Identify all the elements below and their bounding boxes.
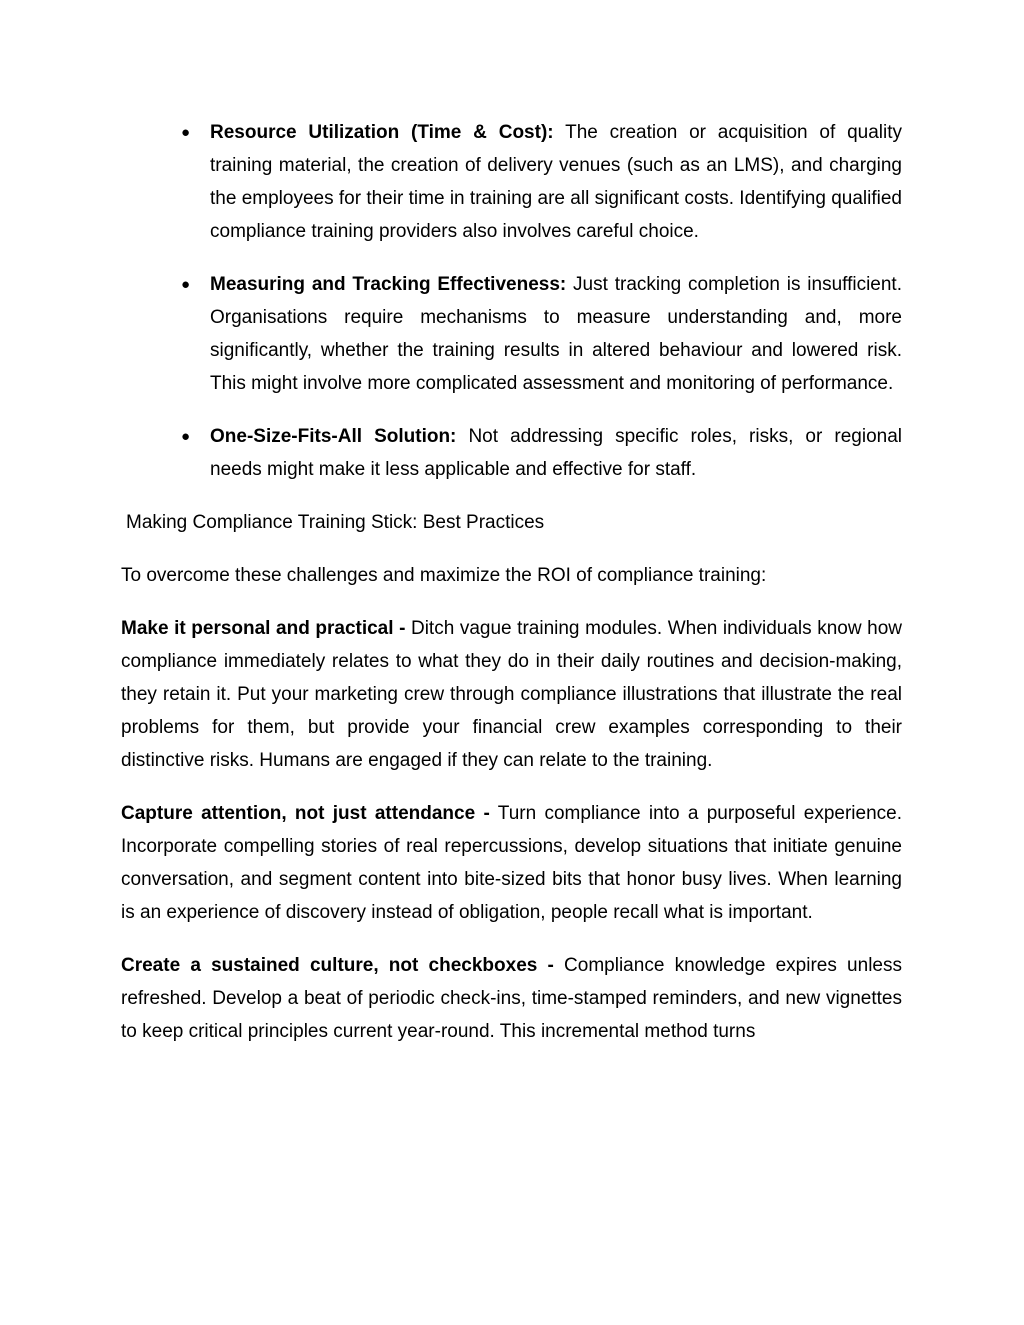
list-item [121, 420, 902, 486]
practice-text: Turn compliance into a purposeful experience. Incorporate compelling stories of real repercussions, develop situations that initiate genuine conversation, and segment content into bite-sized bits that honor busy lives. When learning is an experience of discovery instead of obligation, people recall what is important. [121, 803, 903, 923]
practice-paragraph [121, 612, 902, 777]
challenges-list [121, 116, 902, 486]
list-item-title: Measuring and Tracking Effectiveness: [210, 274, 567, 295]
practice-paragraph [121, 797, 902, 929]
practice-title: Make it personal and practical - [121, 618, 406, 639]
list-item-text: Just tracking completion is insufficient. Organisations require mechanisms to measure understanding and, more significantly, whether the training results in altered behaviour and lowered risk. This might involve more complicated assessment and monitoring of performance. [210, 274, 902, 394]
bullet-icon: ● [181, 428, 191, 445]
practice-title: Create a sustained culture, not checkboxes - [121, 955, 554, 976]
document-page [121, 116, 902, 1068]
practice-text: Ditch vague training modules. When individuals know how compliance immediately relates to what they do in their daily routines and decision-making, they retain it. Put your marketing crew through compliance illustrations that illustrate the real problems for them, but provide your financial crew examples corresponding to their distinctive risks. Humans are engaged if they can relate to the training. [121, 618, 902, 771]
section-heading: Making Compliance Training Stick: Best Practices [126, 512, 545, 533]
list-item-text: The creation or acquisition of quality training material, the creation of delivery venues (such as an LMS), and charging the employees for their time in training are all significant costs. Identifying qualified compliance training providers also involves careful choice. [210, 122, 903, 242]
bullet-icon: ● [181, 124, 191, 141]
list-item-title: Resource Utilization (Time & Cost): [210, 122, 554, 143]
practice-paragraph [121, 949, 902, 1048]
bullet-icon: ● [181, 276, 191, 293]
practice-title: Capture attention, not just attendance - [121, 803, 490, 824]
list-item [121, 268, 902, 400]
list-item-text: Not addressing specific roles, risks, or regional needs might make it less applicable and effective for staff. [210, 426, 902, 480]
practice-text: Compliance knowledge expires unless refreshed. Develop a beat of periodic check-ins, time-stamped reminders, and new vignettes to keep critical principles current year-round. This incremental method turns [121, 955, 902, 1042]
list-item [121, 116, 902, 248]
list-item-title: One-Size-Fits-All Solution: [210, 426, 457, 447]
intro-paragraph: To overcome these challenges and maximize the ROI of compliance training: [121, 565, 767, 586]
